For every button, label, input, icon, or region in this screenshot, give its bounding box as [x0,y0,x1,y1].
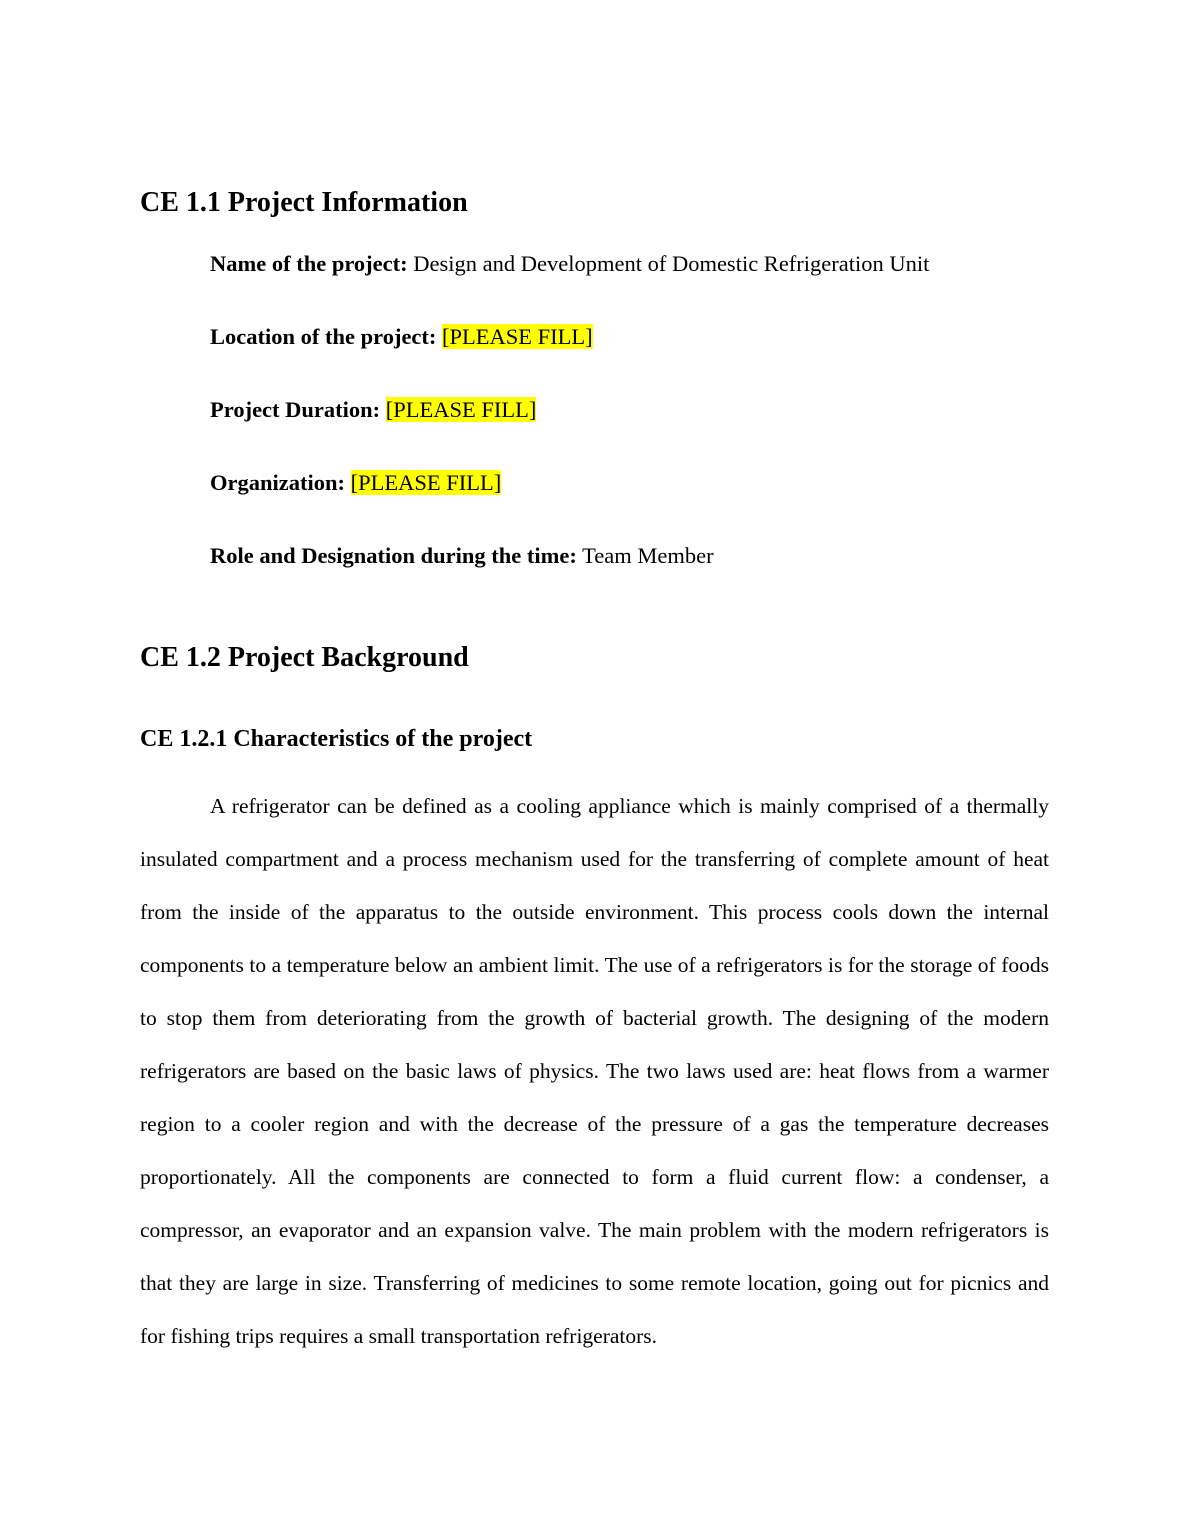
field-label: Name of the project: [210,251,408,276]
subsection-heading-characteristics: CE 1.2.1 Characteristics of the project [140,726,533,752]
field-value-placeholder: [PLEASE FILL] [442,324,593,349]
field-label: Role and Designation during the time: [210,543,577,568]
field-value: Team Member [582,543,714,568]
field-label: Project Duration: [210,397,381,422]
field-value-placeholder: [PLEASE FILL] [385,397,537,422]
section-heading-project-background: CE 1.2 Project Background [140,642,469,673]
body-paragraph: A refrigerator can be defined as a cooling appliance which is mainly comprised of a thermally insulated compartment and a process mechanism used for the transferring of complete amount of heat from the inside of the apparatus to the outside environment. This process cools down the internal components to a temperature below an ambient limit. The use of a refrigerators is for the storage of foods to stop them from deteriorating from the growth of bacterial growth. The designing of the modern refrigerators are based on the basic laws of physics. The two laws used are: heat flows from a warmer region to a cooler region and with the decrease of the pressure of a gas the temperature decreases proportionately. All the components are connected to form a fluid current flow: a condenser, a compressor, an evaporator and an expansion valve. The main problem with the modern refrigerators is that they are large in size. Transferring of medicines to some remote location, going out for picnics and for fishing trips requires a small transportation refrigerators. [140,794,1049,1348]
field-project-duration [210,395,536,425]
field-value-placeholder: [PLEASE FILL] [350,470,502,495]
field-project-name [210,249,929,279]
field-label: Organization: [210,470,345,495]
field-organization [210,468,501,498]
field-value: Design and Development of Domestic Refrigeration Unit [413,251,930,276]
field-label: Location of the project: [210,324,437,349]
section-heading-project-information: CE 1.1 Project Information [140,187,468,218]
field-role-designation [210,541,714,571]
field-project-location [210,322,593,352]
